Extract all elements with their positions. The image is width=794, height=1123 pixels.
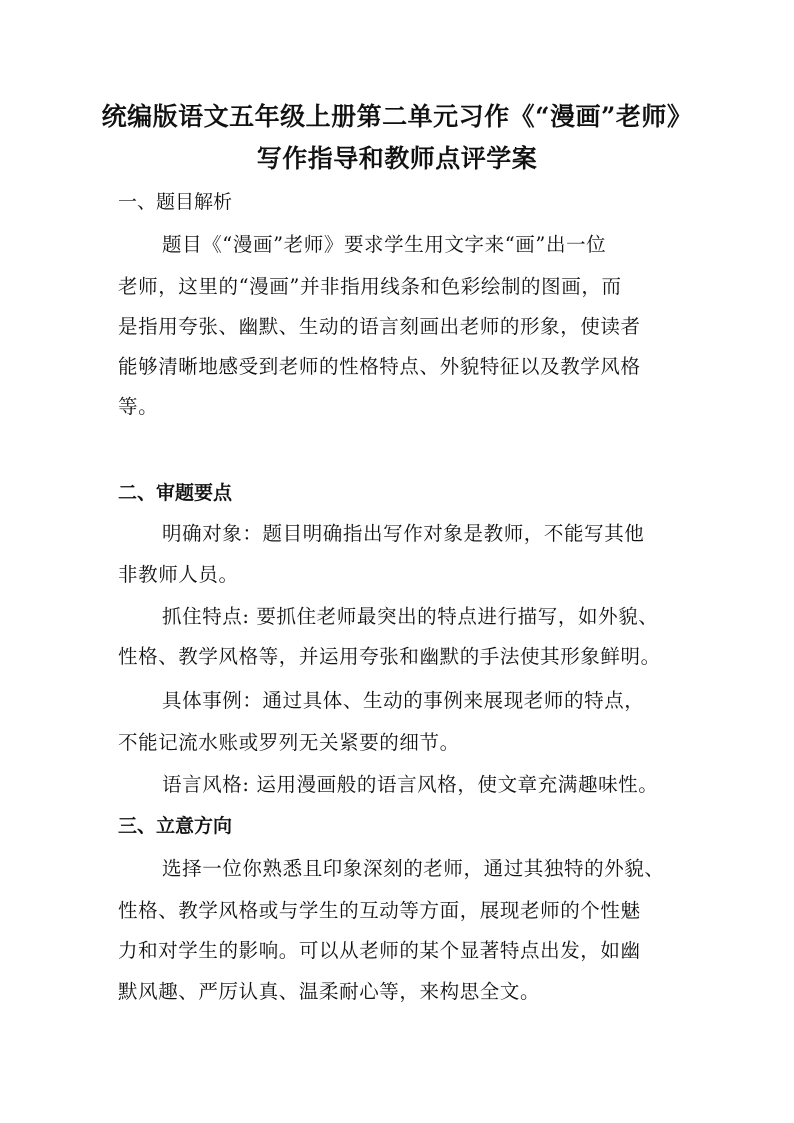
section-heading-theme-direction: 三、立意方向: [118, 815, 233, 837]
paragraph-line: 老师，这里的“漫画”并非指用线条和色彩绘制的图画，而: [118, 275, 622, 298]
paragraph-line: 能够清晰地感受到老师的性格特点、外貌特征以及教学风格: [118, 355, 641, 378]
paragraph-line: 是指用夸张、幽默、生动的语言刻画出老师的形象，使读者: [118, 315, 641, 338]
document-title-line-1: 统编版语文五年级上册第二单元习作《“漫画”老师》: [101, 102, 693, 131]
section-heading-topic-analysis: 一、题目解析: [118, 191, 233, 213]
paragraph-line: 语言风格: 运用漫画般的语言风格，使文章充满趣味性。: [162, 773, 659, 796]
section-heading-key-points: 二、审题要点: [118, 482, 233, 504]
paragraph-line: 题目《“漫画”老师》要求学生用文字来“画”出一位: [162, 233, 607, 256]
paragraph-line: 非教师人员。: [118, 563, 239, 586]
paragraph-line: 默风趣、严厉认真、温柔耐心等，来构思全文。: [118, 980, 541, 1003]
paragraph-line: 性格、教学风格等，并运用夸张和幽默的手法使其形象鲜明。: [118, 645, 661, 668]
paragraph-line: 具体事例：通过具体、生动的事例来展现老师的特点，: [162, 689, 645, 712]
paragraph-line: 性格、教学风格或与学生的互动等方面，展现老师的个性魅: [118, 899, 641, 922]
paragraph-line: 等。: [118, 395, 159, 418]
document-title-line-2: 写作指导和教师点评学案: [256, 144, 538, 173]
paragraph-line: 选择一位你熟悉且印象深刻的老师，通过其独特的外貌、: [162, 857, 665, 880]
paragraph-line: 明确对象：题目明确指出写作对象是教师，不能写其他: [162, 522, 645, 545]
paragraph-line: 抓住特点: 要抓住老师最突出的特点进行描写，如外貌、: [162, 605, 659, 628]
paragraph-line: 不能记流水账或罗列无关紧要的细节。: [118, 731, 460, 754]
paragraph-line: 力和对学生的影响。可以从老师的某个显著特点出发，如幽: [118, 939, 641, 962]
